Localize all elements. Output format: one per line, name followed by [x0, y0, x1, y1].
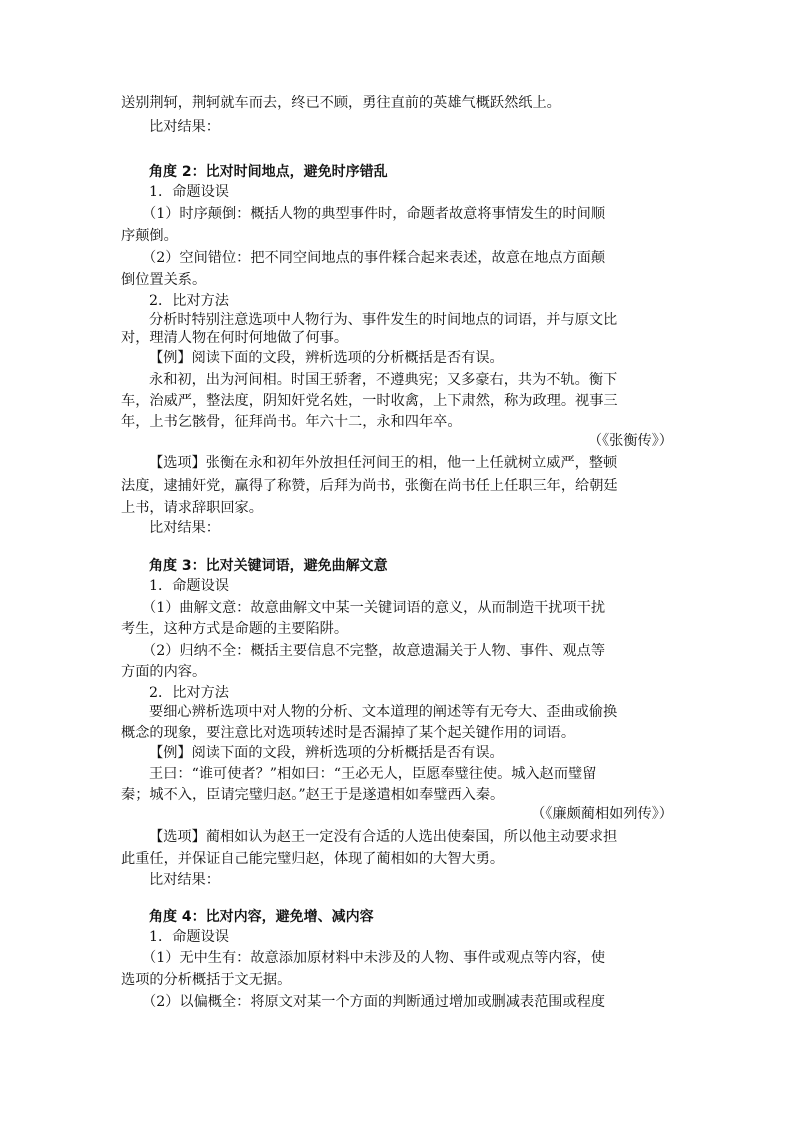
subheading: 1．命题设误	[149, 578, 229, 594]
example-prompt: 【例】阅读下面的文段，辨析选项的分析概括是否有误。	[149, 350, 504, 366]
section-heading: 角度 4：比对内容，避免增、减内容	[149, 909, 374, 925]
comparison-result-label: 比对结果：	[149, 872, 220, 888]
quoted-text-line: 王曰：“谁可使者？”相如曰：“王必无人，臣愿奉璧往使。城入赵而璧留	[149, 766, 597, 782]
paragraph-line: 概念的现象，要注意比对选项转述时是否漏掉了某个起关键作用的词语。	[121, 725, 576, 741]
source-citation: （《廉颇蔺相如列传》）	[531, 806, 673, 822]
paragraph-line: 考生，这种方式是命题的主要陷阱。	[121, 621, 349, 637]
subheading: 2．比对方法	[149, 293, 229, 309]
source-citation: （《张衡传》）	[587, 433, 673, 449]
quoted-text-line: 年，上书乞骸骨，征拜尚书。年六十二，永和四年卒。	[121, 414, 462, 430]
section-heading: 角度 3：比对关键词语，避免曲解文意	[149, 558, 388, 574]
option-line: 上书，请求辞职回家。	[121, 500, 263, 516]
paragraph-line: （1）无中生有：故意添加原材料中未涉及的人物、事件或观点等内容，使	[142, 950, 606, 966]
subheading: 2．比对方法	[149, 685, 229, 701]
paragraph-line: （1）曲解文意：故意曲解文中某一关键词语的意义，从而制造干扰项干扰	[142, 600, 606, 616]
paragraph-line: 倒位置关系。	[121, 272, 207, 288]
intro-line: 送别荆轲，荆轲就车而去，终已不顾，勇往直前的英雄气概跃然纸上。	[121, 95, 561, 111]
paragraph-line: （1）时序颠倒：概括人物的典型事件时，命题者故意将事情发生的时间顺	[142, 206, 606, 222]
subheading: 1．命题设误	[149, 929, 229, 945]
quoted-text-line: 车，治威严，整法度，阴知奸党名姓，一时收禽，上下肃然，称为政理。视事三	[121, 393, 618, 409]
section-heading: 角度 2：比对时间地点，避免时序错乱	[149, 164, 388, 180]
comparison-result-label: 比对结果：	[149, 520, 220, 536]
option-line: 【选项】蔺相如认为赵王一定没有合适的人选出使秦国，所以他主动要求担	[149, 829, 618, 845]
paragraph-line: 方面的内容。	[121, 664, 207, 680]
option-line: 此重任，并保证自己能完璧归赵，体现了蔺相如的大智大勇。	[121, 851, 505, 867]
paragraph-line: （2）空间错位：把不同空间地点的事件糅合起来表述，故意在地点方面颠	[142, 250, 606, 266]
paragraph-line: 序颠倒。	[121, 228, 178, 244]
quoted-text-line: 秦；城不入，臣请完璧归赵。”赵王于是遂遣相如奉璧西入秦。	[121, 787, 505, 803]
paragraph-line: （2）归纳不全：概括主要信息不完整，故意遗漏关于人物、事件、观点等	[142, 643, 606, 659]
paragraph-line: 选项的分析概括于文无据。	[121, 972, 292, 988]
paragraph-line: （2）以偏概全：将原文对某一个方面的判断通过增加或删减表范围或程度	[142, 994, 606, 1010]
option-line: 法度，逮捕奸党，赢得了称赞，后拜为尚书，张衡在尚书任上任职三年，给朝廷	[121, 478, 618, 494]
paragraph-line: 分析时特别注意选项中人物行为、事件发生的时间地点的词语，并与原文比	[149, 312, 618, 328]
option-line: 【选项】张衡在永和初年外放担任河间王的相，他一上任就树立威严，整顿	[149, 455, 618, 471]
quoted-text-line: 永和初，出为河间相。时国王骄奢，不遵典宪；又多豪右，共为不轨。衡下	[149, 372, 618, 388]
paragraph-line: 要细心辨析选项中对人物的分析、文本道理的阐述等有无夸大、歪曲或偷换	[149, 704, 618, 720]
subheading: 1．命题设误	[149, 184, 229, 200]
example-prompt: 【例】阅读下面的文段，辨析选项的分析概括是否有误。	[149, 745, 504, 761]
comparison-result-label: 比对结果：	[149, 119, 220, 135]
paragraph-line: 对，理清人物在何时何地做了何事。	[121, 330, 349, 346]
